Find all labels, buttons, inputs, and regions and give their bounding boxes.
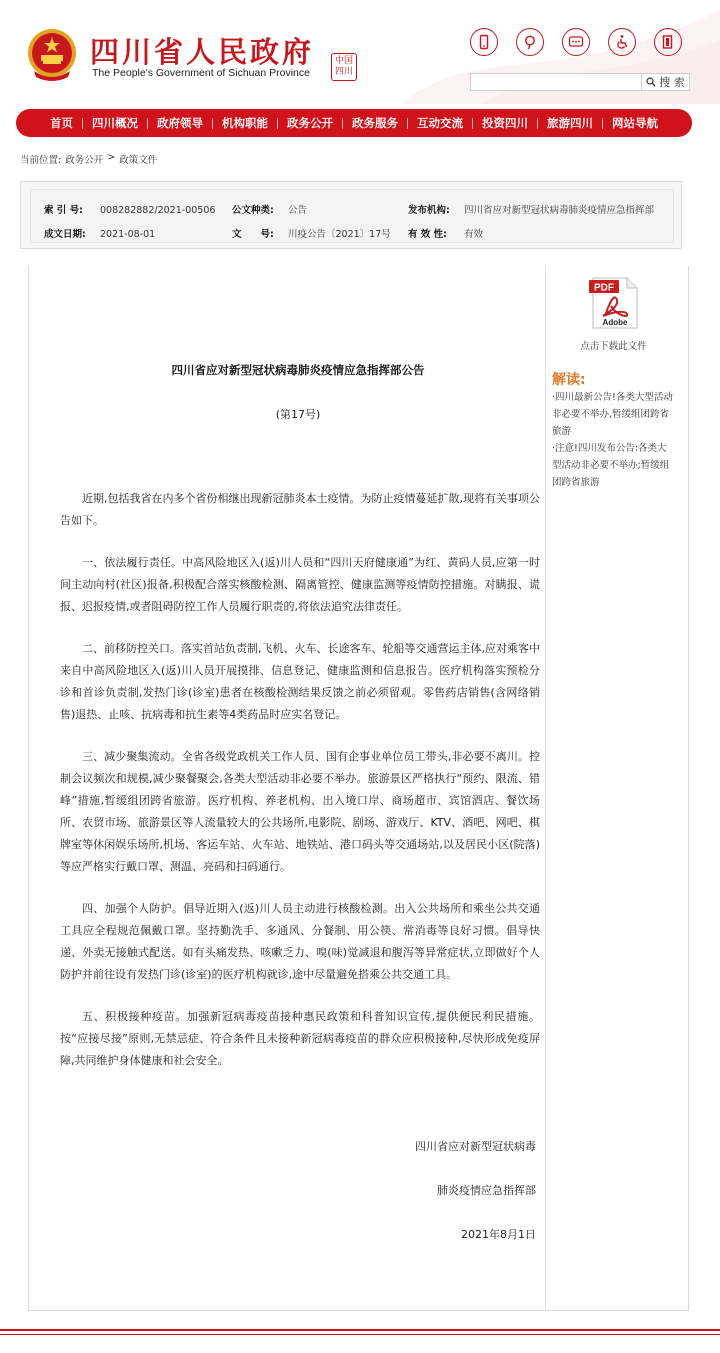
document-title: 四川省应对新型冠状病毒肺炎疫情应急指挥部公告 <box>171 363 425 377</box>
document-meta-inner <box>30 189 674 243</box>
meta-index-label: 索 引 号: <box>44 205 83 216</box>
meta-org-label: 发布机构: <box>408 205 450 216</box>
message-icon[interactable] <box>562 28 590 56</box>
document-paragraph-3: 三、减少聚集流动。全省各级党政机关工作人员、国有企事业单位员工带头,非必要不离川。控制会议频次和规模,减少聚餐聚会,各类大型活动非必要不举办。旅游景区严格执行“预约、限流、错峰”措施,暂缓组团跨省旅游。医疗机构、养老机构、出入境口岸、商场超市、宾馆酒店、餐饮场所、农贸市场、旅游景区等人流量较大的公共场所,电影院、剧场、游戏厅、KTV、酒吧、网吧、棋牌室等休闲娱乐场所,机场、客运车站、火车站、地铁站、港口码头等交通场站,以及居民小区(院落)等应严格实行戴口罩、测温、亮码和扫码通行。 <box>60 750 540 873</box>
meta-date-label: 成文日期: <box>44 229 86 240</box>
search-button[interactable] <box>642 73 690 91</box>
site-title[interactable]: 四川省人民政府 <box>90 35 315 69</box>
nav-item-interaction[interactable]: 互动交流 <box>417 116 463 130</box>
sidebar-divider <box>545 266 546 1311</box>
footer-divider-thin <box>0 1334 720 1335</box>
document-paragraph-4: 四、加强个人防护。倡导近期入(返)川人员主动进行核酸检测。出入公共场所和乘坐公共交通工具应全程规范佩戴口罩。坚持勤洗手、多通风、分餐制、用公筷、常消毒等良好习惯。倡导快递、外卖无接触式配送。如有头痛发热、咳嗽乏力、嗅(味)觉减退和腹泻等异常症状,立即做好个人防护并前往设有发热门诊(诊室)的医疗机构就诊,途中尽量避免搭乘公共交通工具。 <box>60 902 540 981</box>
site-header <box>0 0 720 104</box>
meta-docnum-label: 文 号: <box>232 229 274 240</box>
weibo-icon[interactable] <box>516 28 544 56</box>
meta-type-label: 公文种类: <box>232 205 274 216</box>
signature-line-2: 肺炎疫情应急指挥部 <box>437 1184 536 1197</box>
top-icon-bar <box>470 28 682 58</box>
nav-item-invest[interactable]: 投资四川 <box>482 116 528 130</box>
main-nav <box>16 109 692 137</box>
nav-item-tourism[interactable]: 旅游四川 <box>547 116 593 130</box>
document-paragraph-5: 五、积极接种疫苗。加强新冠病毒疫苗接种惠民政策和科普知识宣传,提供便民利民措施。按“应接尽接”原则,无禁忌症、符合条件且未接种新冠病毒疫苗的群众应积极接种,尽快形成免疫屏障,共同维护身体健康和社会安全。 <box>60 1010 540 1067</box>
breadcrumb <box>20 152 157 166</box>
meta-org-value: 四川省应对新型冠状病毒肺炎疫情应急指挥部 <box>464 205 655 216</box>
search-button-label: 搜 索 <box>659 76 685 89</box>
meta-docnum-value: 川疫公告〔2021〕17号 <box>288 229 391 240</box>
search-icon <box>646 77 656 87</box>
meta-validity <box>408 226 483 240</box>
pdf-download-icon[interactable] <box>587 276 641 330</box>
document-number: (第17号) <box>275 408 321 421</box>
nav-item-overview[interactable]: 四川概况 <box>92 116 138 130</box>
meta-docnum <box>232 226 391 240</box>
pdf-badge-text: PDF <box>594 282 614 294</box>
nav-item-functions[interactable]: 机构职能 <box>222 116 268 130</box>
meta-date-value: 2021-08-01 <box>100 229 156 240</box>
breadcrumb-item-policy[interactable]: 政策文件 <box>119 155 158 166</box>
document-meta-box <box>20 181 682 249</box>
meta-type-value: 公告 <box>288 205 308 216</box>
meta-index <box>44 202 215 216</box>
meta-date <box>44 226 155 240</box>
seal-logo: 中国 四川 <box>331 53 357 81</box>
search-input[interactable] <box>470 73 642 91</box>
meta-validity-label: 有 效 性: <box>408 229 447 240</box>
national-emblem-icon[interactable] <box>26 27 78 83</box>
nav-item-leaders[interactable]: 政府领导 <box>157 116 203 130</box>
nav-item-services[interactable]: 政务服务 <box>352 116 398 130</box>
mobile-icon[interactable] <box>470 28 498 56</box>
footer-divider <box>0 1329 720 1331</box>
breadcrumb-label: 当前位置: <box>20 155 62 166</box>
site-subtitle: The People's Government of Sichuan Province <box>92 67 310 79</box>
meta-validity-value: 有效 <box>464 229 484 240</box>
interpretation-link-2[interactable]: ·注意!四川发布公告:各类大型活动非必要不举办;暂缓组团跨省旅游 <box>552 443 670 488</box>
nav-item-sitemap[interactable]: 网站导航 <box>612 116 658 130</box>
meta-index-value: 008282882/2021-00506 <box>100 205 216 216</box>
interpretation-link-1[interactable]: ·四川最新公告!各类大型活动非必要不举办,暂缓组团跨省旅游 <box>552 392 673 437</box>
download-file-link[interactable]: 点击下载此文件 <box>580 341 647 352</box>
nav-item-home[interactable]: 首页 <box>50 116 73 130</box>
document-paragraph-2: 二、前移防控关口。落实首站负责制,飞机、火车、长途客车、轮船等交通营运主体,应对乘客中来自中高风险地区入(返)川人员开展摸排、信息登记、健康监测和信息报告。医疗机构落实预检分诊和首诊负责制,发热门诊(诊室)患者在核酸检测结果反馈之前必须留观。零售药店销售(含网络销售)退热、止咳、抗病毒和抗生素等4类药品时应实名登记。 <box>60 642 540 721</box>
breadcrumb-separator: > <box>107 152 116 163</box>
exit-icon[interactable] <box>654 28 682 56</box>
pdf-brand-text: Adobe <box>602 318 628 327</box>
nav-item-disclosure[interactable]: 政务公开 <box>287 116 333 130</box>
accessibility-icon[interactable] <box>608 28 636 56</box>
meta-org <box>408 202 654 216</box>
breadcrumb-item-disclosure[interactable]: 政务公开 <box>65 155 104 166</box>
signature-line-1: 四川省应对新型冠状病毒 <box>415 1140 536 1153</box>
meta-type <box>232 202 307 216</box>
document-paragraph-intro: 近期,包括我省在内多个省份相继出现新冠肺炎本土疫情。为防止疫情蔓延扩散,现将有关事项公告如下。 <box>60 492 540 527</box>
signature-date: 2021年8月1日 <box>461 1228 536 1241</box>
interpretation-title: 解读: <box>552 372 586 388</box>
document-paragraph-1: 一、依法履行责任。中高风险地区入(返)川人员和“四川天府健康通”为红、黄码人员,应第一时间主动向村(社区)报备,积极配合落实核酸检测、隔离管控、健康监测等疫情防控措施。对瞒报、谎报、迟报疫情,或者阻碍防控工作人员履行职责的,将依法追究法律责任。 <box>60 556 540 613</box>
